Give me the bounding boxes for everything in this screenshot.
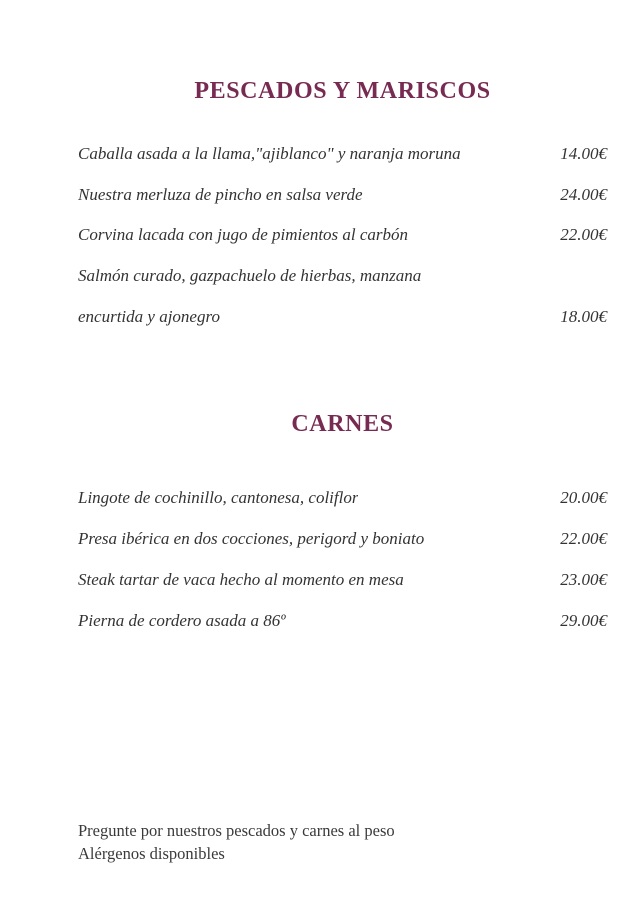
menu-items-pescados bbox=[78, 134, 607, 337]
menu-item-name: Lingote de cochinillo, cantonesa, coliflor bbox=[78, 488, 359, 508]
section-title-pescados: PESCADOS Y MARISCOS bbox=[194, 78, 491, 104]
footer-line-weight-note: Pregunte por nuestros pescados y carnes al peso bbox=[78, 821, 395, 840]
menu-item-row bbox=[78, 134, 607, 175]
menu-item-name: encurtida y ajonegro bbox=[78, 306, 220, 326]
menu-item-name: Nuestra merluza de pincho en salsa verde bbox=[78, 184, 363, 204]
menu-item-price: 14.00€ bbox=[560, 144, 607, 163]
menu-items-carnes bbox=[78, 478, 607, 641]
footer-line-allergens-note: Alérgenos disponibles bbox=[78, 843, 225, 863]
section-carnes bbox=[78, 409, 607, 641]
menu-content bbox=[0, 76, 640, 641]
menu-item-price: 20.00€ bbox=[560, 488, 607, 508]
menu-item-price: 22.00€ bbox=[560, 225, 607, 245]
section-title-carnes: CARNES bbox=[291, 411, 394, 438]
menu-item-price: 29.00€ bbox=[560, 610, 607, 630]
menu-item-row bbox=[78, 519, 607, 560]
menu-item-price: 22.00€ bbox=[560, 529, 607, 549]
menu-item-row bbox=[78, 601, 607, 642]
section-pescados-y-mariscos bbox=[78, 76, 607, 337]
menu-item-name: Pierna de cordero asada a 86º bbox=[78, 610, 286, 630]
menu-item-price: 24.00€ bbox=[560, 184, 607, 204]
menu-item-row bbox=[78, 215, 607, 256]
menu-item-row bbox=[78, 478, 607, 519]
menu-item-row bbox=[78, 297, 607, 338]
menu-item-name: Corvina lacada con jugo de pimientos al carbón bbox=[78, 225, 409, 245]
menu-item-name: Steak tartar de vaca hecho al momento en mesa bbox=[78, 569, 404, 589]
menu-item-price: 23.00€ bbox=[560, 569, 607, 589]
menu-item-row bbox=[78, 175, 607, 216]
menu-item-name: Presa ibérica en dos cocciones, perigord y boniato bbox=[78, 529, 425, 549]
menu-item-name: Caballa asada a la llama,"ajiblanco" y naranja moruna bbox=[78, 144, 461, 163]
menu-item-row bbox=[78, 560, 607, 601]
menu-item-name: Salmón curado, gazpachuelo de hierbas, manzana bbox=[78, 266, 422, 286]
menu-item-row bbox=[78, 256, 607, 297]
menu-item-price: 18.00€ bbox=[560, 306, 607, 326]
footer-note bbox=[78, 820, 395, 865]
